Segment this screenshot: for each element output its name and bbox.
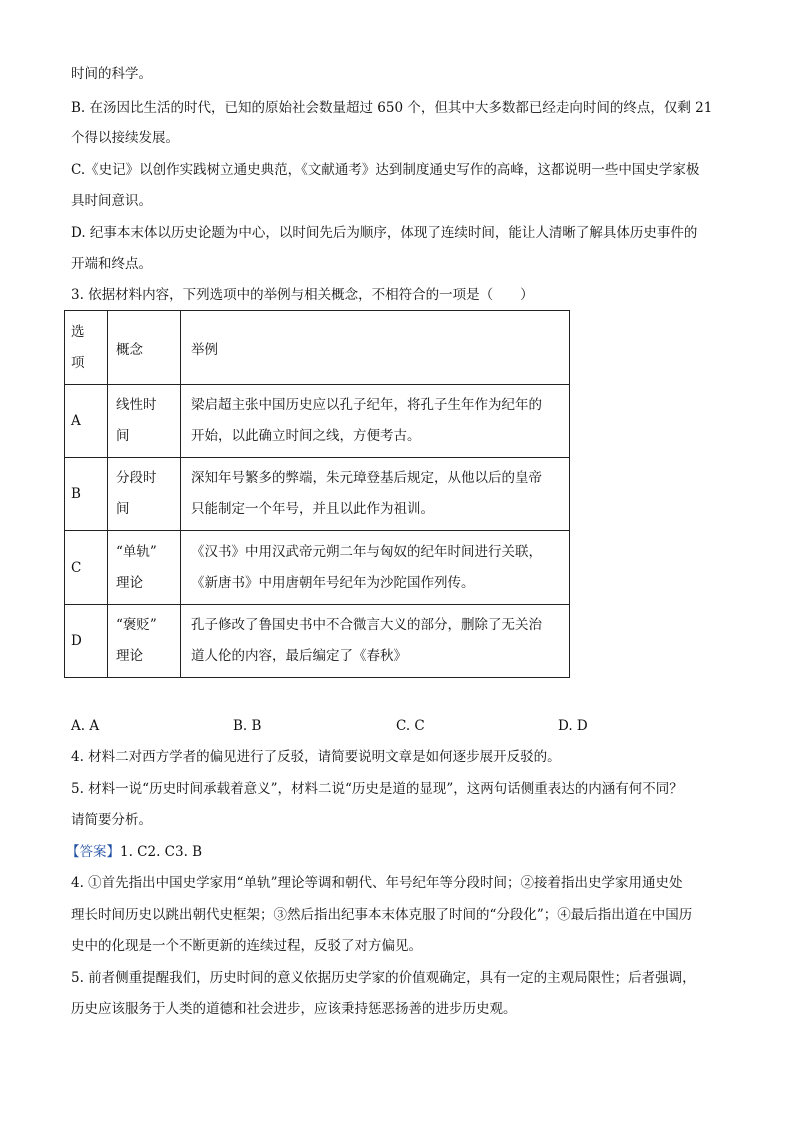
choice-b: B. B [233, 718, 262, 734]
question-3-stem: 3. 依据材料内容，下列选项中的举例与相关概念，不相符合的一项是（ ） [71, 287, 534, 303]
example-cell [181, 605, 570, 678]
example-line: 深知年号繁多的弊端，朱元璋登基后规定，从他以后的皇帝 [191, 470, 542, 486]
text-line: C.《史记》以创作实践树立通史典范，《文献通考》达到制度通史写作的高峰，这都说明一些中国史学家极 [71, 162, 700, 178]
answer-detail-line: 历史应该服务于人类的道德和社会进步，应该秉持惩恶扬善的进步历史观。 [71, 1001, 517, 1017]
example-line: 孔子修改了鲁国史书中不合微言大义的部分，删除了无关治 [191, 617, 542, 633]
text-line: 开端和终点。 [71, 256, 152, 272]
concept-cell [108, 531, 181, 605]
answer-line [66, 842, 202, 862]
header-option-line: 选 [71, 323, 85, 340]
concept-cell [108, 605, 181, 678]
answer-detail-line: 理长时间历史以跳出朝代史框架；③然后指出纪事本末体克服了时间的“分段化”；④最后指出道在中国历 [71, 907, 693, 923]
concept-cell [108, 385, 181, 458]
example-line: 梁启超主张中国历史应以孔子纪年，将孔子生年作为纪年的 [191, 397, 542, 413]
table-row [65, 605, 570, 678]
concept-cell [108, 458, 181, 531]
text-line: 个得以接续发展。 [71, 130, 179, 146]
concept-line: 分段时 [116, 470, 157, 486]
table-row [65, 458, 570, 531]
answer-text: 1. C2. C3. B [120, 844, 203, 860]
example-line: 《汉书》中用汉武帝元朔二年与匈奴的纪年时间进行关联， [191, 543, 542, 560]
choice-d: D. D [558, 718, 588, 734]
choice-a: A. A [71, 718, 100, 734]
option-cell [65, 458, 108, 531]
concept-line: 线性时 [116, 397, 157, 413]
example-line: 道人伦的内容，最后编定了《春秋》 [191, 648, 407, 664]
example-cell [181, 385, 570, 458]
answer-choices [71, 716, 631, 736]
header-option-cell [65, 311, 108, 385]
header-concept: 概念 [116, 341, 143, 358]
option-letter: D [71, 633, 82, 649]
answer-detail-line: 5. 前者侧重提醒我们，历史时间的意义依据历史学家的价值观确定，具有一定的主观局限性；后者强调， [71, 970, 696, 986]
table-header-row [65, 311, 570, 385]
header-option-line: 项 [71, 354, 85, 371]
example-cell [181, 458, 570, 531]
answer-tag: 【答案】 [66, 844, 120, 860]
concept-line: “褒贬” [116, 617, 157, 633]
text-line: 时间的科学。 [71, 66, 152, 82]
choice-c: C. C [396, 718, 425, 734]
concept-line: 理论 [116, 574, 143, 591]
header-example: 举例 [191, 341, 218, 358]
option-cell [65, 605, 108, 678]
concept-line: 理论 [116, 648, 143, 664]
question-5: 5. 材料一说“历史时间承载着意义”，材料二说“历史是道的显现”，这两句话侧重表达的内涵有何不同？ [71, 781, 683, 797]
question-5-cont: 请简要分析。 [71, 812, 152, 828]
concept-line: “单轨” [116, 543, 157, 560]
options-table [64, 310, 570, 678]
example-line: 开始，以此确立时间之线，方便考古。 [191, 428, 421, 444]
option-cell [65, 385, 108, 458]
option-letter: B [71, 486, 81, 502]
text-line: 具时间意识。 [71, 193, 152, 209]
answer-detail-line: 4. ①首先指出中国史学家用“单轨”理论等调和朝代、年号纪年等分段时间；②接着指出史学家用通史处 [71, 875, 683, 891]
header-concept-cell [108, 311, 181, 385]
example-line: 《新唐书》中用唐朝年号纪年为沙陀国作列传。 [191, 574, 475, 591]
question-4: 4. 材料二对西方学者的偏见进行了反驳，请简要说明文章是如何逐步展开反驳的。 [71, 749, 561, 765]
example-cell [181, 531, 570, 605]
example-line: 只能制定一个年号，并且以此作为祖训。 [191, 501, 434, 517]
table-row [65, 531, 570, 605]
option-cell [65, 531, 108, 605]
text-line: D. 纪事本末体以历史论题为中心，以时间先后为顺序，体现了连续时间，能让人清晰了解具体历史事件的 [71, 225, 698, 241]
concept-line: 间 [116, 428, 130, 444]
option-letter: C [71, 559, 82, 576]
option-letter: A [71, 413, 81, 429]
answer-detail-line: 史中的化现是一个不断更新的连续过程，反驳了对方偏见。 [71, 938, 422, 954]
header-example-cell [181, 311, 570, 385]
table-row [65, 385, 570, 458]
text-line: B. 在汤因比生活的时代，已知的原始社会数量超过 650 个，但其中大多数都已经走向时间的终点，仅剩 21 [71, 100, 713, 116]
concept-line: 间 [116, 501, 130, 517]
